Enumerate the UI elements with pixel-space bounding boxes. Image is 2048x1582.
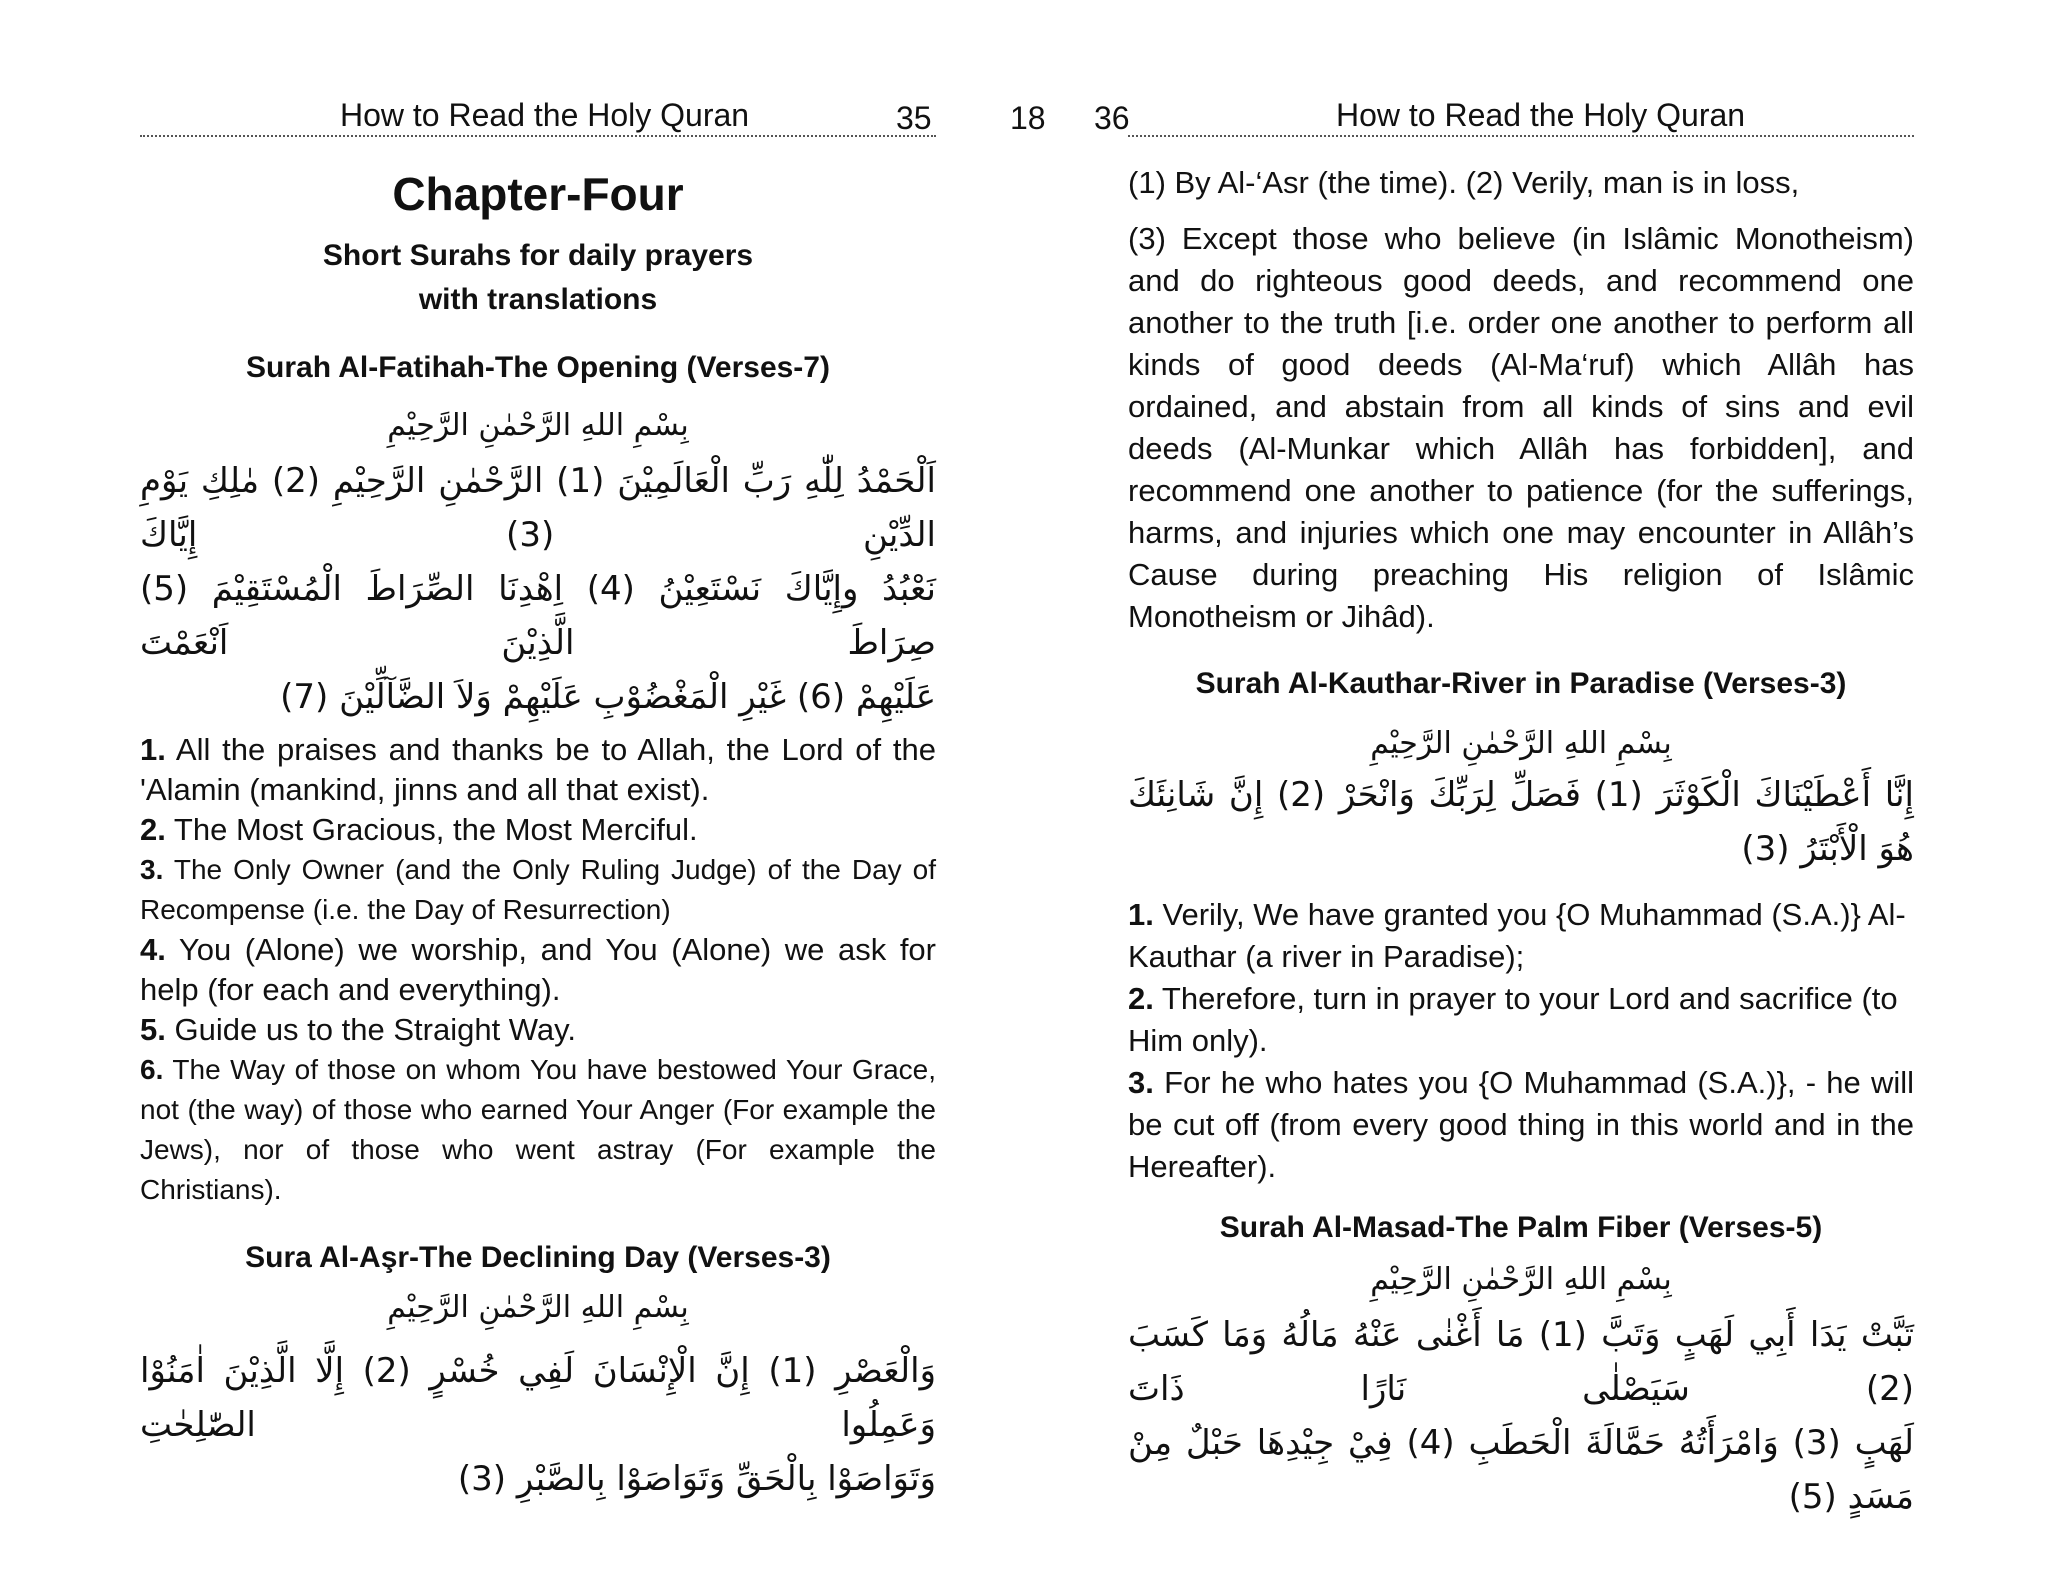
chapter-title: Chapter-Four xyxy=(392,168,684,220)
fatihah-heading: Surah Al-Fatihah-The Opening (Verses-7) xyxy=(246,351,830,384)
asr-arabic-line1: وَالْعَصْرِ (1) إِنَّ الْإِنْسَانَ لَفِي خُسْرٍ (2) إِلَّا الَّذِيْنَ اٰمَنُوْا وَعَمِلُوا الصّٰلِحٰتِ xyxy=(140,1351,936,1445)
left-header-rule xyxy=(140,135,936,137)
asr-heading: Sura Al-Aşr-The Declining Day (Verses-3) xyxy=(245,1241,831,1274)
masad-arabic-line1: تَبَّتْ يَدَا أَبِي لَهَبٍ وَتَبَّ (1) مَا أَغْنٰى عَنْهُ مَالُهُ وَمَا كَسَبَ (2) سَيَصْلٰى نَارًا ذَاتَ xyxy=(1128,1315,1914,1409)
fatihah-verse-3: 3. The Only Owner (and the Only Ruling Judge) of the Day of Recompense (i.e. the Day of Resurrection) xyxy=(140,854,937,925)
left-page-body xyxy=(140,166,936,1506)
kauthar-verse-3: 3. For he who hates you {O Muhammad (S.A.)}, - he will be cut off (from every good thing in this world and in the Hereafter). xyxy=(1128,1065,1914,1184)
fatihah-verse-4: 4. You (Alone) we worship, and You (Alone) we ask for help (for each and everything). xyxy=(140,932,936,1007)
asr-bismillah: بِسْمِ اللهِ الرَّحْمٰنِ الرَّحِيْمِ xyxy=(387,1290,689,1325)
asr-translation-paragraph: (3) Except those who believe (in Islâmic Monotheism) and do righteous good deeds, and recommend one another to the truth [i.e. order one another to perform all kinds of good deeds (Al-Ma‘ruf) which Allâh has ordained, and abstain from all kinds of sins and evil deeds (Al-Munkar which Allâh has forbidden], and recommend one another to patience (for the sufferings, harms, and injuries which one may encounter in Allâh’s Cause during preaching His religion of Islâmic Monotheism or Jihâd). xyxy=(1128,221,1914,634)
chapter-subtitle-line2: with translations xyxy=(418,283,658,316)
fatihah-verse-2: 2. The Most Gracious, the Most Merciful. xyxy=(140,812,698,847)
fatihah-arabic-line1: اَلْحَمْدُ لِلّٰهِ رَبِّ الْعَالَمِيْنَ (1) الرَّحْمٰنِ الرَّحِيْمِ (2) مٰلِكِ يَوْمِ الدِّيْنِ (3) إِيَّاكَ xyxy=(140,461,936,555)
right-page-number: 36 xyxy=(1094,100,1130,136)
fatihah-verse-1: 1. All the praises and thanks be to Allah, the Lord of the 'Alamin (mankind, jinns and all that exist). xyxy=(140,732,936,807)
fatihah-bismillah: بِسْمِ اللهِ الرَّحْمٰنِ الرَّحِيْمِ xyxy=(387,408,689,443)
kauthar-arabic-line1: إِنَّا أَعْطَيْنَاكَ الْكَوْثَرَ (1) فَصَلِّ لِرَبِّكَ وَانْحَرْ (2) إِنَّ شَانِئَكَ هُوَ الْأَبْتَرُ (3) xyxy=(1128,775,1914,869)
kauthar-verse-2: 2. Therefore, turn in prayer to your Lord and sacrifice (to Him only). xyxy=(1128,981,1898,1058)
asr-translation-line1: (1) By Al-‘Asr (the time). (2) Verily, man is in loss, xyxy=(1128,165,1800,200)
chapter-subtitle-line1: Short Surahs for daily prayers xyxy=(322,239,754,272)
fatihah-verse-5: 5. Guide us to the Straight Way. xyxy=(140,1012,576,1047)
right-page-body xyxy=(1128,162,1914,1524)
right-header-rule xyxy=(1128,135,1914,137)
right-header-title: How to Read the Holy Quran xyxy=(1336,97,1746,133)
left-page-number: 35 xyxy=(896,100,932,136)
kauthar-heading: Surah Al-Kauthar-River in Paradise (Verses-3) xyxy=(1195,667,1847,700)
kauthar-translation xyxy=(1128,894,1914,1188)
masad-bismillah: بِسْمِ اللهِ الرَّحْمٰنِ الرَّحِيْمِ xyxy=(1370,1262,1672,1297)
left-header-title: How to Read the Holy Quran xyxy=(340,97,750,133)
kauthar-verse-1: 1. Verily, We have granted you {O Muhammad (S.A.)} Al-Kauthar (a river in Paradise); xyxy=(1128,897,1906,974)
fatihah-arabic-line3: عَلَيْهِمْ (6) غَيْرِ الْمَغْضُوْبِ عَلَيْهِمْ وَلاَ الضَّآلِّيْنَ (7) xyxy=(280,677,936,717)
masad-heading: Surah Al-Masad-The Palm Fiber (Verses-5) xyxy=(1219,1211,1823,1244)
fatihah-verse-6: 6. The Way of those on whom You have bestowed Your Grace, not (the way) of those who earned Your Anger (For example the Jews), nor of those who went astray (For example the Christians). xyxy=(140,1054,936,1205)
fatihah-translation xyxy=(140,730,936,1210)
masad-arabic-line2: لَهَبٍ (3) وَامْرَأَتُهُ حَمَّالَةَ الْحَطَبِ (4) فِيْ جِيْدِهَا حَبْلٌ مِنْ مَسَدٍ (5) xyxy=(1128,1423,1914,1517)
fatihah-arabic-line2: نَعْبُدُ وإِيَّاكَ نَسْتَعِيْنُ (4) اِهْدِنَا الصِّرَاطَ الْمُسْتَقِيْمَ (5) صِرَاطَ الَّذِيْنَ اَنْعَمْتَ xyxy=(140,569,937,663)
sheet-number: 18 xyxy=(1010,100,1046,136)
asr-arabic-line2: وَتَوَاصَوْا بِالْحَقِّ وَتَوَاصَوْا بِالصَّبْرِ (3) xyxy=(457,1459,936,1499)
kauthar-bismillah: بِسْمِ اللهِ الرَّحْمٰنِ الرَّحِيْمِ xyxy=(1370,726,1672,761)
